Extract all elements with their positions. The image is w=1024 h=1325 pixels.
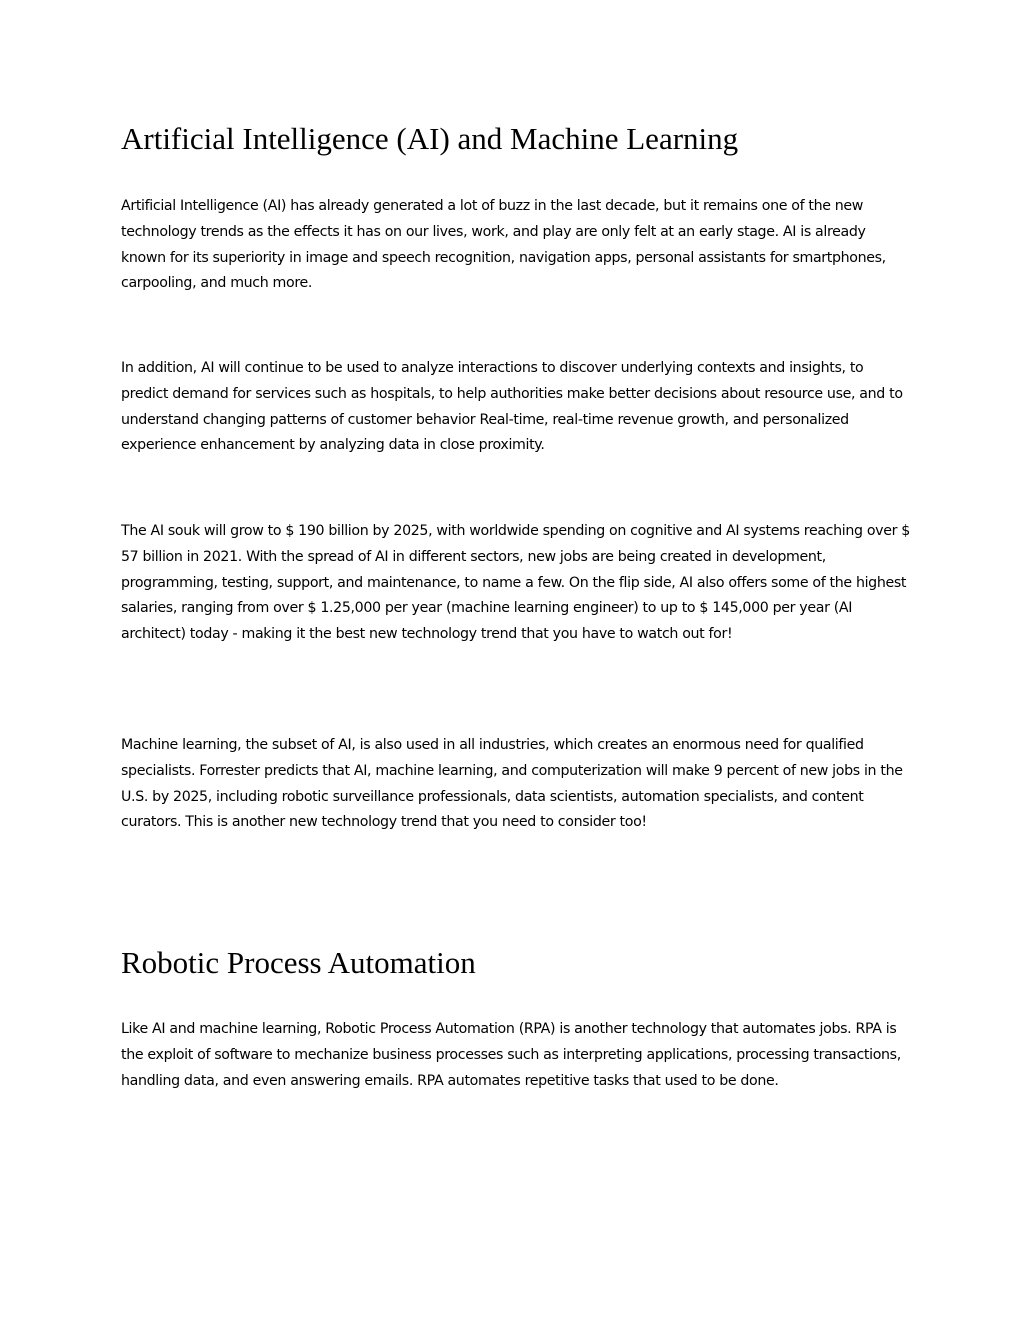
section-heading-rpa: Robotic Process Automation (121, 945, 476, 980)
paragraph-machine-learning: Machine learning, the subset of AI, is also used in all industries, which creates an enormous need for qualified specialists. Forrester predicts that AI, machine learning, and computerization will make 9 percent of new jobs in the U.S. by 2025, including robotic surveillance professionals, data scientists, automation specialists, and content curators. This is another new technology trend that you need to consider too! (121, 737, 903, 831)
paragraph-ai-uses: In addition, AI will continue to be used to analyze interactions to discover underlying contexts and insights, to predict demand for services such as hospitals, to help authorities make better decisions about resource use, and to understand changing patterns of customer behavior Real-time, real-time revenue growth, and personalized experience enhancement by analyzing data in close proximity. (121, 360, 903, 454)
paragraph-rpa-intro: Like AI and machine learning, Robotic Process Automation (RPA) is another technology that automates jobs. RPA is the exploit of software to mechanize business processes such as interpreting applications, processing transactions, handling data, and even answering emails. RPA automates repetitive tasks that used to be done. (121, 1021, 901, 1089)
section-heading-ai-ml: Artificial Intelligence (AI) and Machine Learning (121, 121, 739, 156)
paragraph-ai-market: The AI souk will grow to $ 190 billion by 2025, with worldwide spending on cognitive and AI systems reaching over $ 57 billion in 2021. With the spread of AI in different sectors, new jobs are being created in development, programming, testing, support, and maintenance, to name a few. On the flip side, AI also offers some of the highest salaries, ranging from over $ 1.25,000 per year (machine learning engineer) to up to $ 145,000 per year (AI architect) today - making it the best new technology trend that you have to watch out for! (121, 523, 910, 643)
paragraph-ai-intro: Artificial Intelligence (AI) has already generated a lot of buzz in the last decade, but it remains one of the new technology trends as the effects it has on our lives, work, and play are only felt at an early stage. AI is already known for its superiority in image and speech recognition, navigation apps, personal assistants for smartphones, carpooling, and much more. (121, 198, 886, 292)
